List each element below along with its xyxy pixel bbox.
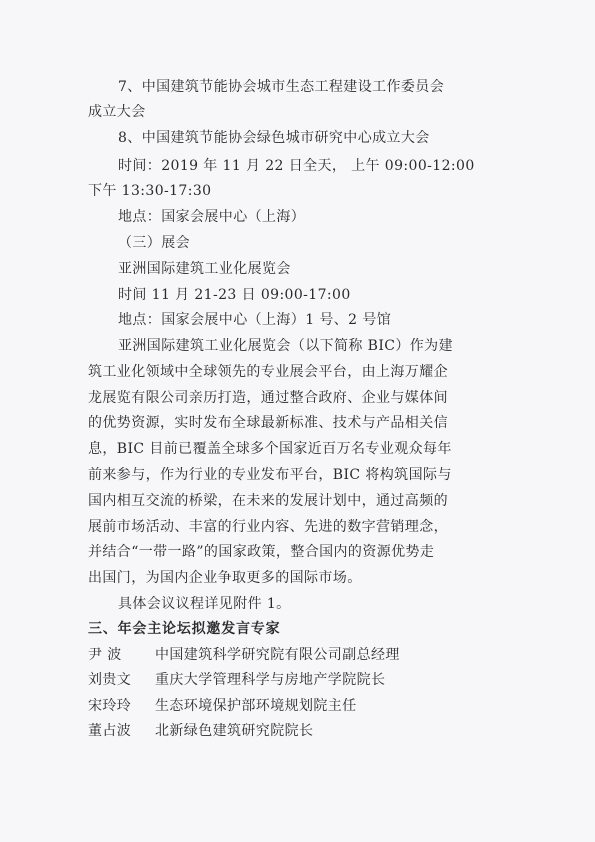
expert-name: 刘贵文 [88,672,132,688]
expert-row [88,646,508,664]
text-line: 成立大会 [88,104,146,120]
text-line: （三）展会 [118,235,190,251]
text-line: 亚洲国际建筑工业化展览会（以下简称 BIC）作为建 [118,338,453,354]
expert-name: 尹 波 [88,647,122,663]
text-line: 展前市场活动、丰富的行业内容、先进的数字营销理念， [88,519,448,535]
text-line: 地点：国家会展中心（上海）1 号、2 号馆 [118,312,392,328]
text-line: 的优势资源，实时发布全球最新标准、技术与产品相关信 [88,415,448,431]
expert-row [88,671,508,689]
text-line: 时间 11 月 21-23 日 09:00-17:00 [118,287,351,303]
expert-name: 宋玲玲 [88,698,132,714]
expert-title: 生态环境保护部环境规划院主任 [155,698,357,714]
text-line: 8、中国建筑节能协会绿色城市研究中心成立大会 [118,130,430,146]
text-line: 国内相互交流的桥梁，在未来的发展计划中，通过高频的 [88,493,448,509]
section-heading: 三、年会主论坛拟邀发言专家 [88,621,281,637]
text-line: 前来参与，作为行业的专业发布平台，BIC 将构筑国际与 [88,467,452,483]
text-line: 并结合“一带一路”的国家政策，整合国内的资源优势走 [88,544,435,560]
text-line: 龙展览有限公司亲历打造，通过整合政府、企业与媒体间 [88,390,448,406]
text-line: 地点：国家会展中心（上海） [118,209,306,225]
expert-name: 董占波 [88,723,132,739]
expert-title: 中国建筑科学研究院有限公司副总经理 [155,647,400,663]
text-line: 出国门，为国内企业争取更多的国际市场。 [88,570,362,586]
expert-title: 北新绿色建筑研究院院长 [155,723,314,739]
text-line: 下午 13:30-17:30 [88,183,212,199]
text-line: 筑工业化领域中全球领先的专业展会平台，由上海万耀企 [88,364,448,380]
text-line: 7、中国建筑节能协会城市生态工程建设工作委员会 [118,79,445,95]
expert-row [88,697,508,715]
text-line: 具体会议议程详见附件 1。 [118,596,291,612]
expert-title: 重庆大学管理科学与房地产学院院长 [155,672,386,688]
expert-row [88,722,508,740]
text-line: 息，BIC 目前已覆盖全球多个国家近百万名专业观众每年 [88,441,452,457]
text-line: 时间：2019 年 11 月 22 日全天， 上午 09:00-12:00 [118,158,475,174]
text-line: 亚洲国际建筑工业化展览会 [118,261,291,277]
